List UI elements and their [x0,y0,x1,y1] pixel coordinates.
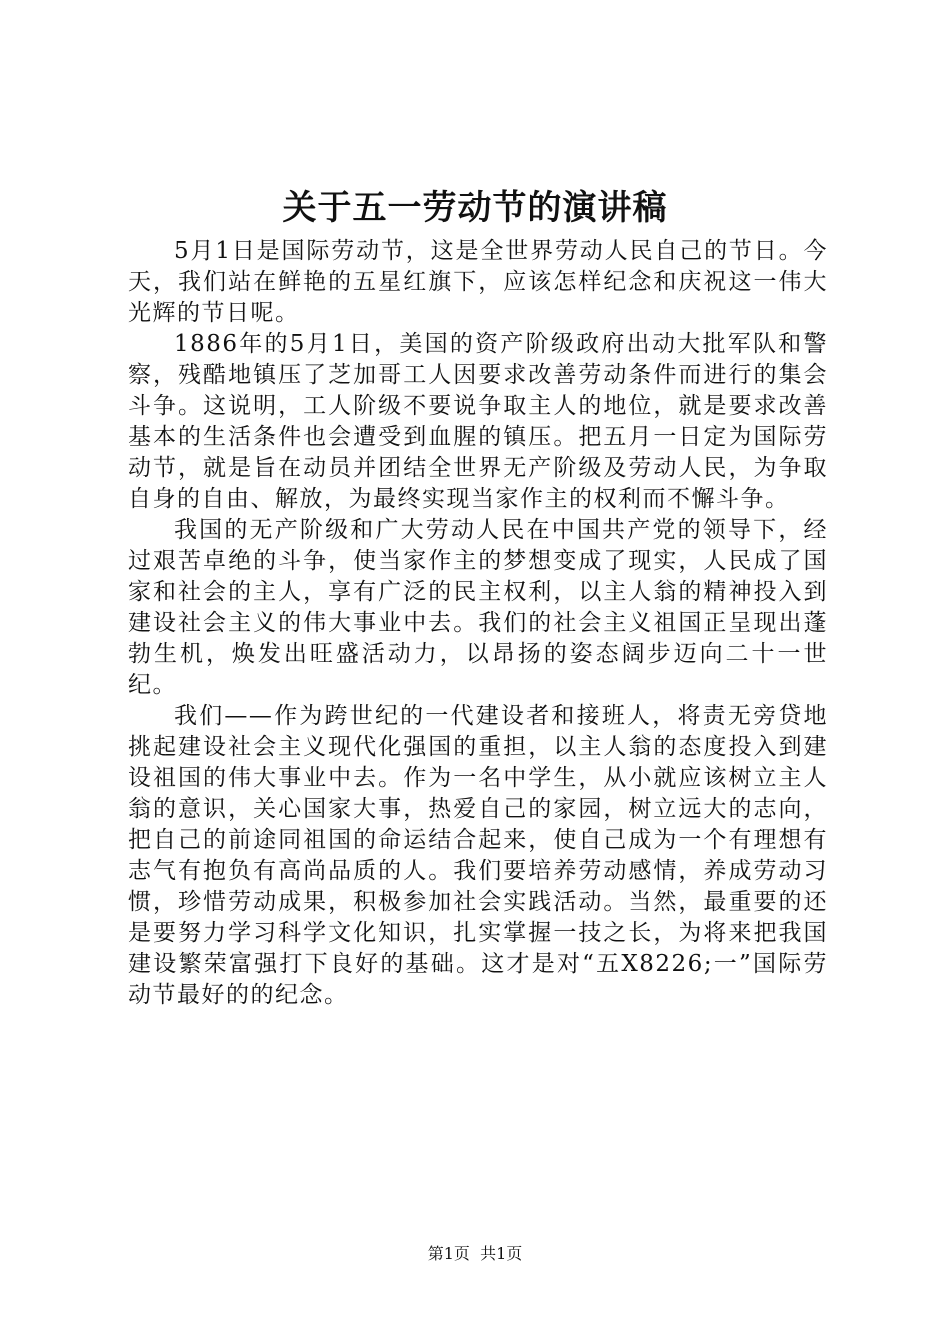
paragraph-3: 我国的无产阶级和广大劳动人民在中国共产党的领导下，经过艰苦卓绝的斗争，使当家作主的梦想变成了现实，人民成了国家和社会的主人，享有广泛的民主权利，以主人翁的精神投入到建设社会主义的伟大事业中去。我们的社会主义祖国正呈现出蓬勃生机，焕发出旺盛活动力，以昂扬的姿态阔步迈向二十一世纪。 [128,517,828,698]
page-number: 第1页 共1页 [427,1244,523,1263]
document-body [128,236,828,1011]
page-footer [0,1243,950,1265]
paragraph-1: 5月1日是国际劳动节，这是全世界劳动人民自己的节日。今天，我们站在鲜艳的五星红旗下，应该怎样纪念和庆祝这一伟大光辉的节日呢。 [128,238,828,326]
document-title: 关于五一劳动节的演讲稿 [282,188,668,228]
paragraph-2: 1886年的5月1日，美国的资产阶级政府出动大批军队和警察，残酷地镇压了芝加哥工人因要求改善劳动条件而进行的集会斗争。这说明，工人阶级不要说争取主人的地位，就是要求改善基本的生活条件也会遭受到血腥的镇压。把五月一日定为国际劳动节，就是旨在动员并团结全世界无产阶级及劳动人民，为争取自身的自由、解放，为最终实现当家作主的权利而不懈斗争。 [128,331,828,512]
paragraph-4: 我们——作为跨世纪的一代建设者和接班人，将责无旁贷地挑起建设社会主义现代化强国的重担，以主人翁的态度投入到建设祖国的伟大事业中去。作为一名中学生，从小就应该树立主人翁的意识，关心国家大事，热爱自己的家园，树立远大的志向，把自己的前途同祖国的命运结合起来，使自己成为一个有理想有志气有抱负有高尚品质的人。我们要培养劳动感情，养成劳动习惯，珍惜劳动成果，积极参加社会实践活动。当然，最重要的还是要努力学习科学文化知识，扎实掌握一技之长，为将来把我国建设繁荣富强打下良好的基础。这才是对“五X8226;一”国际劳动节最好的的纪念。 [128,703,828,1008]
